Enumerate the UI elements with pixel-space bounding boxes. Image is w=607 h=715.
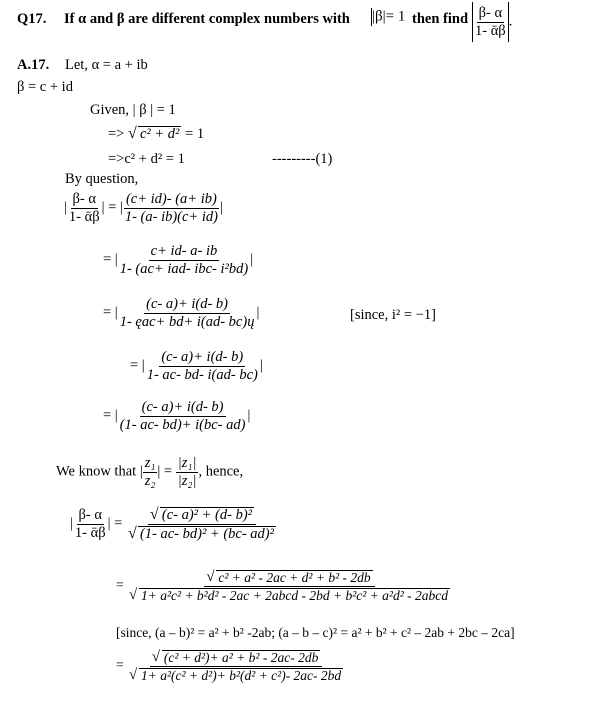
since-note-1: [since, i² = −1] <box>350 307 436 323</box>
beta-def: β = c + id <box>17 79 73 95</box>
question-text-then: then find <box>412 11 469 27</box>
since-note-2: [since, (a – b)² = a² + b² -2ab; (a – b – c)² = a² + b² + c² – 2ab + 2bc – 2ca] <box>116 625 515 640</box>
final-expr-2: = √ c² + a² - 2ac + d² + b² - 2db √ 1+ a²c² + b²d² - 2ac + 2abcd - 2bd + b²c² + a²d² - 2abcd <box>116 569 448 603</box>
question-condition <box>371 8 405 26</box>
final-expr-3: = √ (c² + d²)+ a² + b² - 2ac- 2db √ 1+ a²(c² + d²)+ b²(d² + c²)- 2ac- 2bd <box>116 649 342 683</box>
final-expr-1: | $\frac{\beta- \alpha}{\text{1- ᾱβ}}$ | = √ (c- a)² + (d- b)² √ (1- ac- bd)² + (bc- ad)² <box>70 506 274 542</box>
question-fraction: $\frac{\beta- \alpha}{\text{1- ᾱβ}}$ . <box>472 2 512 42</box>
expr-2: = | $\frac{c+ id- a- ib}{\text{1- (ac+ iad- ibc- i²bd)}}$ | <box>103 243 254 277</box>
step1: => √ c² + d² = 1 <box>108 125 205 142</box>
expr-1: | $\frac{\beta- \alpha}{\text{1- ᾱβ}}$ | = | $\frac{(c+ id)- (a+ ib)}{1- (a- ib)(c+ id)}$ | <box>64 191 223 225</box>
know-line: We know that | $\frac{\text{z₁}}{\text{z₂}}$ | = $\frac{\text{|z₁|}}{\text{|z₂|}}$ , hence, <box>56 455 244 489</box>
question-text: If α and β are different complex numbers with <box>64 11 350 27</box>
question-number: Q17. <box>17 11 47 27</box>
expr-3: = | $\frac{(c- a)+ i(d- b)}{\text{1- ęac+ bd+ i(ad- bc)ų}}$ | <box>103 296 260 330</box>
given-line: Given, | β | = 1 <box>90 102 176 118</box>
expr-4: = | $\frac{(c- a)+ i(d- b)}{1- ac- bd- i(ad- bc)}$ | <box>130 349 263 383</box>
step2: =>c² + d² = 1 <box>108 151 185 167</box>
let-line: Let, α = a + ib <box>65 57 148 73</box>
expr-5: = | $\frac{(c- a)+ i(d- b)}{(1- ac- bd)+ i(bc- ad)}$ | <box>103 399 251 433</box>
condition-text: |β|= 1 <box>372 8 406 25</box>
by-question: By question, <box>65 171 139 187</box>
eq-reference: ---------(1) <box>272 151 333 167</box>
answer-label: A.17. <box>17 57 50 73</box>
